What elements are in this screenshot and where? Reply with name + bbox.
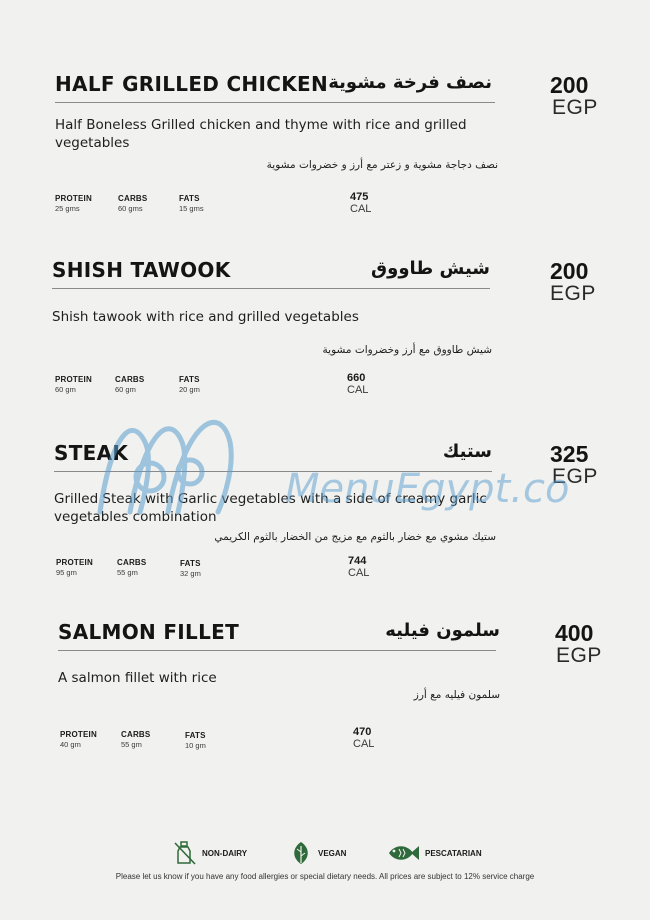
- calories-value: 660: [347, 372, 366, 384]
- calories-unit: CAL: [353, 738, 375, 750]
- fats-label: FATS: [179, 194, 200, 203]
- menu-item-shish-tawook: [0, 258, 650, 438]
- carbs-info: [118, 194, 147, 213]
- calories-info: [353, 726, 374, 750]
- fats-value: 20 gm: [179, 385, 200, 394]
- item-description-ar: نصف دجاجة مشوية و زعتر مع أرز و خضروات مشوية: [266, 159, 498, 171]
- legend-vegan: [288, 840, 346, 866]
- divider: [58, 650, 496, 651]
- calories-unit: CAL: [347, 384, 369, 396]
- footer-note: Please let us know if you have any food allergies or special dietary needs. All prices are subject to 12% service charge: [115, 872, 535, 881]
- item-currency: EGP: [552, 465, 598, 488]
- calories-value: 744: [348, 555, 367, 567]
- menu-item-steak: [0, 441, 650, 621]
- item-price: 400: [555, 620, 594, 646]
- calories-unit: CAL: [348, 567, 370, 579]
- fats-info: [185, 731, 206, 750]
- calories-info: [348, 555, 369, 579]
- item-description-ar: سلمون فيليه مع أرز: [413, 689, 500, 701]
- fats-value: 15 gms: [179, 204, 204, 213]
- item-title-en: SALMON FILLET: [58, 620, 240, 644]
- fats-label: FATS: [179, 375, 200, 384]
- item-title-en: SHISH TAWOOK: [52, 258, 231, 282]
- calories-value: 470: [353, 726, 372, 738]
- item-description-ar: شيش طاووق مع أرز وخضروات مشوية: [322, 344, 492, 356]
- vegan-leaf-icon: [288, 840, 314, 866]
- fats-label: FATS: [185, 731, 206, 740]
- protein-value: 25 gms: [55, 204, 80, 213]
- legend-pescatarian-label: PESCATARIAN: [425, 848, 482, 858]
- protein-value: 95 gm: [56, 568, 77, 577]
- carbs-value: 60 gms: [118, 204, 143, 213]
- item-title-ar: ستيك: [442, 441, 492, 462]
- item-description-en: A salmon fillet with rice: [58, 670, 217, 686]
- watermark-text: MenuEgypt.co: [285, 466, 570, 512]
- carbs-value: 55 gm: [121, 740, 142, 749]
- protein-value: 60 gm: [55, 385, 76, 394]
- carbs-value: 60 gm: [115, 385, 136, 394]
- item-title-ar: سلمون فيليه: [385, 620, 500, 641]
- protein-info: [55, 194, 92, 213]
- carbs-info: [115, 375, 144, 394]
- menu-item-salmon-fillet: [0, 620, 650, 800]
- protein-label: PROTEIN: [55, 375, 92, 384]
- item-title-ar: شيش طاووق: [371, 258, 490, 279]
- protein-info: [55, 375, 92, 394]
- item-price: 200: [550, 72, 589, 98]
- item-title-en: STEAK: [54, 441, 129, 465]
- protein-label: PROTEIN: [55, 194, 92, 203]
- fats-info: [179, 375, 200, 394]
- carbs-value: 55 gm: [117, 568, 138, 577]
- protein-label: PROTEIN: [60, 730, 97, 739]
- carbs-info: [117, 558, 146, 577]
- legend-non-dairy-label: NON-DAIRY: [202, 848, 248, 858]
- legend-pescatarian: [385, 840, 482, 866]
- calories-info: [347, 372, 368, 396]
- legend-non-dairy: [172, 840, 247, 866]
- item-description-en: Half Boneless Grilled chicken and thyme with rice and grilled vegetables: [55, 117, 467, 151]
- divider: [54, 471, 492, 472]
- item-description-en: Grilled Steak with Garlic vegetables with a side of creamy garlic vegetables combination: [54, 491, 487, 525]
- carbs-label: CARBS: [115, 375, 145, 384]
- item-currency: EGP: [556, 644, 602, 667]
- calories-unit: CAL: [350, 203, 372, 215]
- divider: [55, 102, 495, 103]
- protein-label: PROTEIN: [56, 558, 93, 567]
- fats-info: [179, 194, 204, 213]
- fats-value: 10 gm: [185, 741, 206, 750]
- carbs-label: CARBS: [118, 194, 148, 203]
- item-price: 200: [550, 258, 589, 284]
- calories-info: [350, 191, 371, 215]
- fats-info: [180, 559, 201, 578]
- menu-item-half-grilled-chicken: [0, 72, 650, 252]
- legend-vegan-label: VEGAN: [318, 848, 347, 858]
- item-description-ar: ستيك مشوي مع خضار بالثوم مع مزيج من الخضار بالثوم الكريمي: [214, 531, 496, 543]
- item-price: 325: [550, 441, 589, 467]
- item-currency: EGP: [552, 96, 598, 119]
- non-dairy-bottle-icon: [172, 840, 198, 866]
- pescatarian-fish-icon: [385, 840, 421, 866]
- divider: [52, 288, 490, 289]
- item-currency: EGP: [550, 282, 596, 305]
- carbs-label: CARBS: [121, 730, 151, 739]
- protein-value: 40 gm: [60, 740, 81, 749]
- dietary-legend: [0, 838, 650, 868]
- protein-info: [56, 558, 93, 577]
- fats-value: 32 gm: [180, 569, 201, 578]
- item-title-ar: نصف فرخة مشوية: [328, 72, 492, 93]
- fats-label: FATS: [180, 559, 201, 568]
- item-description-en: Shish tawook with rice and grilled vegetables: [52, 309, 359, 325]
- carbs-label: CARBS: [117, 558, 147, 567]
- calories-value: 475: [350, 191, 369, 203]
- protein-info: [60, 730, 97, 749]
- item-title-en: HALF GRILLED CHICKEN: [55, 72, 328, 96]
- carbs-info: [121, 730, 150, 749]
